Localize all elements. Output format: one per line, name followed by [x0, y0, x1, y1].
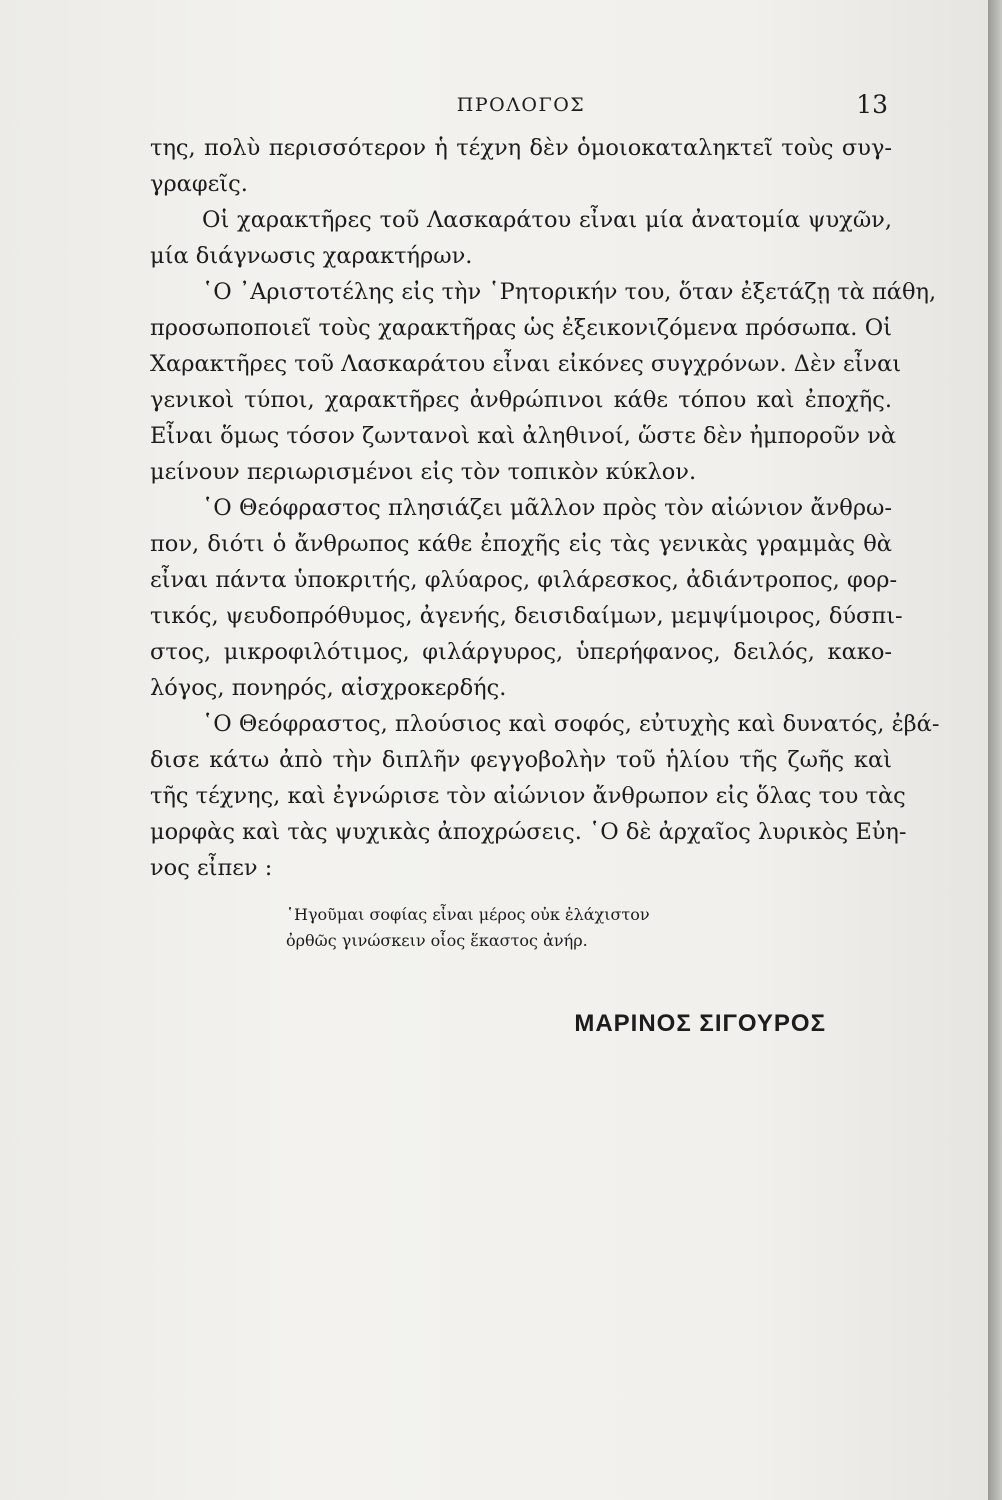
text-line: εἶναι πάντα ὑποκριτής, φλύαρος, φιλάρεσκος, ἀδιάντροπος, φορ- [150, 567, 898, 593]
text-line: γενικοὶ τύποι, χαρακτῆρες ἀνθρώπινοι κάθε τόπου καὶ ἐποχῆς. [150, 387, 892, 413]
text-line: Χαρακτῆρες τοῦ Λασκαράτου εἶναι εἰκόνες συγχρόνων. Δὲν εἶναι [150, 351, 902, 377]
text-line: δισε κάτω ἀπὸ τὴν διπλῆν φεγγοβολὴν τοῦ ἡλίου τῆς ζωῆς καὶ [150, 747, 892, 773]
text-line: μείνουν περιωρισμένοι εἰς τὸν τοπικὸν κύκλον. [150, 459, 697, 485]
text-line: προσωποποιεῖ τοὺς χαρακτῆρας ὡς ἐξεικονιζόμενα πρόσωπα. Οἱ [150, 315, 892, 341]
text-line: λόγος, πονηρός, αἰσχροκερδής. [150, 675, 507, 701]
text-line: πον, διότι ὁ ἄνθρωπος κάθε ἐποχῆς εἰς τὰς γενικὰς γραμμὰς θὰ [150, 531, 892, 557]
text-line: τῆς τέχνης, καὶ ἐγνώρισε τὸν αἰώνιον ἄνθρωπον εἰς ὅλας του τὰς [150, 783, 906, 809]
paragraph-start-line: Οἱ χαρακτῆρες τοῦ Λασκαράτου εἶναι μία ἀνατομία ψυχῶν, [202, 207, 892, 233]
text-line: μορφὰς καὶ τὰς ψυχικὰς ἀποχρώσεις. ῾Ο δὲ ἀρχαῖος λυρικὸς Εὐη- [150, 819, 907, 845]
text-line: τικός, ψευδοπρόθυμος, ἀγενής, δεισιδαίμων, μεμψίμοιρος, δύσπι- [150, 603, 903, 629]
page-edge [988, 0, 1002, 1500]
text-line: νος εἶπεν : [150, 855, 273, 881]
text-line: της, πολὺ περισσότερον ἡ τέχνη δὲν ὁμοιοκαταληκτεῖ τοὺς συγ- [150, 135, 892, 161]
text-line: στος, μικροφιλότιμος, φιλάργυρος, ὑπερήφανος, δειλός, κακο- [150, 639, 892, 665]
text-line: μία διάγνωσις χαρακτήρων. [150, 243, 473, 269]
running-title: ΠΡΟΛΟΓΟΣ [456, 94, 586, 116]
page-number: 13 [856, 90, 888, 119]
paragraph-start-line: ῾Ο Θεόφραστος πλησιάζει μᾶλλον πρὸς τὸν αἰώνιον ἄνθρω- [202, 495, 892, 521]
page-header [150, 90, 892, 124]
quote-line: ῾Ηγοῦμαι σοφίας εἶναι μέρος οὐκ ἐλάχιστον [286, 905, 650, 924]
paragraph-start-line: ῾Ο ᾿Αριστοτέλης εἰς τὴν ῾Ρητορικήν του, ὅταν ἐξετάζῃ τὰ πάθη, [202, 279, 937, 305]
paragraph-start-line: ῾Ο Θεόφραστος, πλούσιος καὶ σοφός, εὐτυχὴς καὶ δυνατός, ἐβά- [202, 711, 940, 737]
author-signature: ΜΑΡΙΝΟΣ ΣΙΓΟΥΡΟΣ [574, 1010, 826, 1037]
text-line: γραφεῖς. [150, 171, 248, 197]
text-line: Εἶναι ὅμως τόσον ζωντανοὶ καὶ ἀληθινοί, ὥστε δὲν ἠμποροῦν νὰ [150, 423, 897, 449]
quote-line: ὀρθῶς γινώσκειν οἷος ἕκαστος ἀνήρ. [286, 931, 588, 950]
